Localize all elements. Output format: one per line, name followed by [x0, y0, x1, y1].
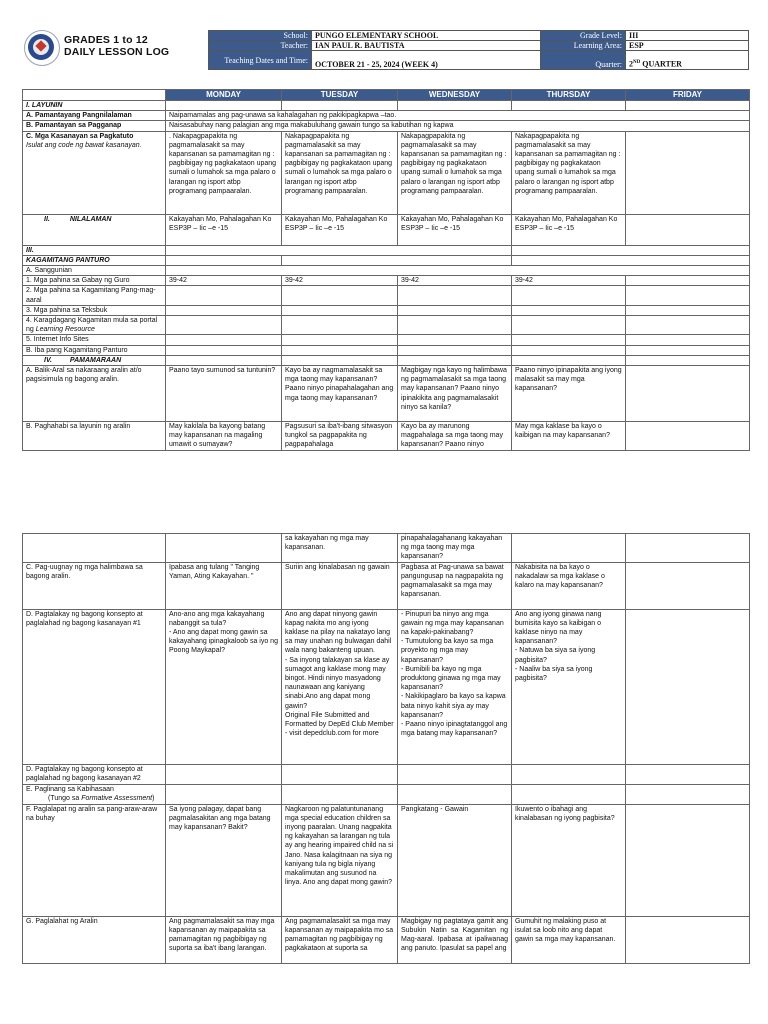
layunin-row [23, 101, 750, 111]
day-tuesday: TUESDAY [282, 90, 398, 101]
gabay-row [23, 276, 750, 286]
pag-uugnay-thursday: Nakabisita na ba kayo o nakadalaw sa mga kaklase o kalaro na may kapansanan? [512, 562, 626, 609]
nilalaman-label: NILALAMAN [69, 215, 112, 223]
info-table [208, 30, 749, 70]
balik-aral-thursday: Paano ninyo ipinapakita ang iyong malasakit sa may mga kapansanan? [512, 366, 626, 422]
pagtalakay-1-thursday: Ano ang iyong ginawa nang bumisita kayo sa kaibigan o kaklase ninyo na may kapansanan? - Natuwa ba siya sa iyong pagbisita? - Naaliw ba siya sa iyong pagbisita? [512, 609, 626, 764]
teksbuk-row [23, 305, 750, 315]
area-label: Learning Area: [541, 41, 626, 51]
continuation-tuesday: sa kakayahan ng mga may kapansanan. [282, 534, 398, 563]
gabay-wednesday: 39-42 [398, 276, 512, 286]
paghahabi-label: B. Paghahabi sa layunin ng aralin [23, 422, 166, 451]
iii-heading: III. [23, 245, 166, 255]
dates-value: OCTOBER 21 - 25, 2024 (WEEK 4) [312, 51, 541, 70]
continuation-wednesday: pinapahalagahanang kakayahan ng mga taong may mga kapansanan? [398, 534, 512, 563]
page-two [22, 533, 749, 964]
layunin-heading: I. LAYUNIN [23, 101, 166, 111]
karagdagan-label: 4. Karagdagang Kagamitan mula sa portal ng Learning Resource [23, 316, 166, 335]
internet-label: 5. Internet Info Sites [23, 335, 166, 345]
pamantayang-row [23, 111, 750, 121]
document-title [64, 34, 169, 58]
paglalapat-monday: Sa iyong palagay, dapat bang pagmalasakitan ang mga batang may kapansanan? Bakit? [166, 804, 282, 916]
pamamaraan-heading: IV. PAMAMARAAN [23, 355, 166, 365]
kasanayan-label-cell [23, 131, 166, 214]
kasanayan-wednesday: Nakapagpapakita ng pagmamalasakit sa may kapansanan sa pamamagitan ng : pagbibigay ng pagkakataon upang sumali o lumahok sa mga palaro o larangan ng isport atbp programang pampaaralan. [398, 131, 512, 214]
pagtalakay-1-monday: Ano-ano ang mga kakayahang nabanggit sa tula? - Ano ang dapat mong gawin sa kakayahang ipinagkaloob sa iyo ng Poong Maykapal? [166, 609, 282, 764]
pagtalakay-1-tuesday: Ano ang dapat ninyong gawin kapag nakita mo ang iyong kaklase na pilay na nakatayo lang sa may unahan ng bulwagan dahil wala nang bakanteng upuan. - Sa inyong talakayan sa klase ay sumagot ang kaklase mong may bingot. Hindi ninyo masyadong naunawaan ang kaniyang sinabi.Ano ang dapat mong gawin? Original File Submitted and Formatted by DepEd Club Member - visit depedclub.com for more [282, 609, 398, 764]
pag-uugnay-monday: Ipabasa ang tulang " Tanging Yaman, Ating Kakayahan. " [166, 562, 282, 609]
nilalaman-tuesday: Kakayahan Mo, Pahalagahan Ko ESP3P – Iic –e -15 [282, 214, 398, 245]
kasanayan-sub: Isulat ang code ng bawat kasanayan. [26, 141, 142, 149]
page-one [22, 30, 749, 451]
pagganap-label: B. Pamantayan sa Pagganap [23, 121, 166, 131]
paglalapat-label: F. Paglalapat ng aralin sa pang-araw-araw na buhay [23, 804, 166, 916]
pagtalakay-1-label: D. Pagtalakay ng bagong konsepto at paglalahad ng bagong kasanayan #1 [23, 609, 166, 764]
quarter-label: Quarter: [541, 51, 626, 70]
teacher-value: IAN PAUL R. BAUTISTA [312, 41, 541, 51]
pag-uugnay-tuesday: Suriin ang kinalabasan ng gawain [282, 562, 398, 609]
pag-uugnay-row [23, 562, 750, 609]
nilalaman-monday: Kakayahan Mo, Pahalagahan Ko ESP3P – Iic –e -15 [166, 214, 282, 245]
sanggunian-row [23, 266, 750, 276]
gabay-tuesday: 39-42 [282, 276, 398, 286]
paglalahat-monday: Ang pagmamalasakit sa may mga kapansanan ay maipapakita sa pamamagitan ng pagbibigay ng suporta sa iba't ibang larangan. [166, 916, 282, 963]
nilalaman-wednesday: Kakayahan Mo, Pahalagahan Ko ESP3P – Iic –e -15 [398, 214, 512, 245]
balik-aral-label: A. Balik-Aral sa nakaraang aralin at/o pagsisimula ng bagong aralin. [23, 366, 166, 422]
title-line-2: DAILY LESSON LOG [64, 46, 170, 58]
paglinang-row [23, 784, 750, 804]
kagamitang-pang-label: 2. Mga pahina sa Kagamitang Pang-mag-aaral [23, 286, 166, 305]
header [22, 30, 749, 72]
title-line-1: GRADES 1 to 12 [64, 34, 148, 46]
kagamitang-pang-row [23, 286, 750, 305]
lesson-table-page-2 [22, 533, 750, 964]
paglalahat-thursday: Gumuhit ng malaking puso at isulat sa loob nito ang dapat gawin sa mga may kapansanan. [512, 916, 626, 963]
day-monday: MONDAY [166, 90, 282, 101]
area-value: ESP [626, 41, 749, 51]
pagtalakay-2-label: D. Pagtalakay ng bagong konsepto at paglalahad ng bagong kasanayan #2 [23, 764, 166, 784]
teacher-label: Teacher: [209, 41, 312, 51]
paglalapat-wednesday: Pangkatang - Gawain [398, 804, 512, 916]
pamantayang-text: Naipamamalas ang pag-unawa sa kahalagahan ng pakikipagkapwa –tao. [166, 111, 750, 121]
deped-seal-icon [24, 30, 60, 66]
iii-row [23, 245, 750, 255]
day-thursday: THURSDAY [512, 90, 626, 101]
pamantayang-label: A. Pamantayang Pangnilalaman [23, 111, 166, 121]
kagamitan-row [23, 255, 750, 265]
continuation-row [23, 534, 750, 563]
paglalahat-row [23, 916, 750, 963]
kasanayan-thursday: Nakapagpapakita ng pagmamalasakit sa may kapansanan sa pamamagitan ng : pagbibigay ng pagkakataon upang sumali o lumahok sa mga palaro o larangan ng isport atbp programang pampaaralan. [512, 131, 626, 214]
dates-label: Teaching Dates and Time: [209, 51, 312, 70]
gabay-thursday: 39-42 [512, 276, 626, 286]
paglalapat-tuesday: Nagkaroon ng palatuntunanang mga special education children sa inyong paaralan. Unang nagpakita ng kakayahan sa larangan ng tula ay ang hearing impaired child na si Jano. Nasa kalagitnaan na siya ng kaniyang tula ng bigla niyang makalimutan ang susunod na linya. Ano ang dapat mong gawin? [282, 804, 398, 916]
gabay-label: 1. Mga pahina sa Gabay ng Guro [23, 276, 166, 286]
paglalahat-tuesday: Ang pagmamalasakit sa mga may kapansanan ay maipapakita mo sa pamamagitan ng pagbibigay ng pagkakataon at suporta sa [282, 916, 398, 963]
karagdagan-row [23, 316, 750, 335]
paghahabi-monday: May kakilala ba kayong batang may kapansanan na magaling umawit o sumayaw? [166, 422, 282, 451]
pagganap-row [23, 121, 750, 131]
paghahabi-thursday: May mga kaklase ba kayo o kaibigan na may kapansanan? [512, 422, 626, 451]
pagganap-text: Naisasabuhay nang palagian ang mga makabuluhang gawain tungo sa kabutihan ng kapwa [166, 121, 750, 131]
balik-aral-monday: Paano tayo sumunod sa tuntunin? [166, 366, 282, 422]
paghahabi-wednesday: Kayo ba ay marunong magpahalaga sa mga taong may kapansanan? Paano ninyo [398, 422, 512, 451]
day-wednesday: WEDNESDAY [398, 90, 512, 101]
school-label: School: [209, 31, 312, 41]
iba-row [23, 345, 750, 355]
paglalahat-wednesday: Magbigay ng pagtataya gamit ang Subukin Natin sa Kagamitan ng Mag-aaral. Ipabasa at ipaliwanag ang panuto. Ipasulat sa papel ang [398, 916, 512, 963]
nilalaman-label-cell: II. NILALAMAN [23, 214, 166, 245]
paglinang-sub: (Tungo sa Formative Assessment) [48, 794, 155, 802]
paglalapat-row [23, 804, 750, 916]
quarter-value: 2ND QUARTER [626, 51, 749, 70]
school-value: PUNGO ELEMENTARY SCHOOL [312, 31, 541, 41]
balik-aral-wednesday: Magbigay nga kayo ng halimbawa ng pagmamalasakit sa mga taong may kapansanan? Paano ninyo ipinakikita ang pagmamalasakit ninyo sa kanila? [398, 366, 512, 422]
balik-aral-tuesday: Kayo ba ay nagmamalasakit sa mga taong may kapansanan? Paano ninyo pinapahalagahan ang mga taong may kapansanan? [282, 366, 398, 422]
nilalaman-thursday: Kakayahan Mo, Pahalagahan Ko ESP3P – Iic –e -15 [512, 214, 626, 245]
lesson-table-page-1 [22, 89, 750, 451]
paglinang-label-cell [23, 784, 166, 804]
kasanayan-monday: . Nakapagpapakita ng pagmamalasakit sa may kapansanan sa pamamagitan ng : pagbibigay ng pagkakataon upang sumali o lumahok sa mga palaro o larangan ng isport atbp programang pampaaralan. [166, 131, 282, 214]
paghahabi-tuesday: Pagsusuri sa iba't-ibang sitwasyon tungkol sa pagpapakita ng pagpapahalaga [282, 422, 398, 451]
iba-label: B. Iba pang Kagamitang Panturo [23, 345, 166, 355]
pag-uugnay-label: C. Pag-uugnay ng mga halimbawa sa bagong aralin. [23, 562, 166, 609]
sanggunian-label: A. Sanggunian [23, 266, 166, 276]
kasanayan-row [23, 131, 750, 214]
pag-uugnay-wednesday: Pagbasa at Pag-unawa sa bawat pangungusap na nagpapakita ng pagmamalasakit sa mga may kapansanan. [398, 562, 512, 609]
balik-aral-row [23, 366, 750, 422]
pagtalakay-1-wednesday: - Pinupuri ba ninyo ang mga gawain ng mga may kapansanan na kapaki-pakinabang? - Tumutulong ba kayo sa mga proyekto ng mga may kapansanan? - Bumibili ba kayo ng mga produktong ginawa ng mga may kapansanan? - Nakikipaglaro ba kayo sa kapwa bata ninyo kahit siya ay may kapansanan? - Paano ninyo ipinagtatanggol ang mga batang may kapansanan? [398, 609, 512, 764]
paglalapat-thursday: Ikuwento o ibahagi ang kinalabasan ng iyong pagbisita? [512, 804, 626, 916]
grade-value: III [626, 31, 749, 41]
paglinang-label: E. Paglinang sa Kabihasaan [26, 785, 114, 793]
pamamaraan-row [23, 355, 750, 365]
kasanayan-tuesday: Nakapagpapakita ng pagmamalasakit sa may kapansanan sa pamamagitan ng : pagbibigay ng pagkakataon upang sumali o lumahok sa mga palaro o larangan ng isport atbp programang pampaaralan. [282, 131, 398, 214]
kagamitan-heading: KAGAMITANG PANTURO [23, 255, 166, 265]
kasanayan-label: C. Mga Kasanayan sa Pagkatuto [26, 132, 134, 140]
nilalaman-row [23, 214, 750, 245]
pagtalakay-1-row [23, 609, 750, 764]
paghahabi-row [23, 422, 750, 451]
teksbuk-label: 3. Mga pahina sa Teksbuk [23, 305, 166, 315]
gabay-monday: 39-42 [166, 276, 282, 286]
day-header-row [23, 90, 750, 101]
pagtalakay-2-row [23, 764, 750, 784]
grade-label: Grade Level: [541, 31, 626, 41]
internet-row [23, 335, 750, 345]
paglalahat-label: G. Paglalahat ng Aralin [23, 916, 166, 963]
day-friday: FRIDAY [626, 90, 750, 101]
